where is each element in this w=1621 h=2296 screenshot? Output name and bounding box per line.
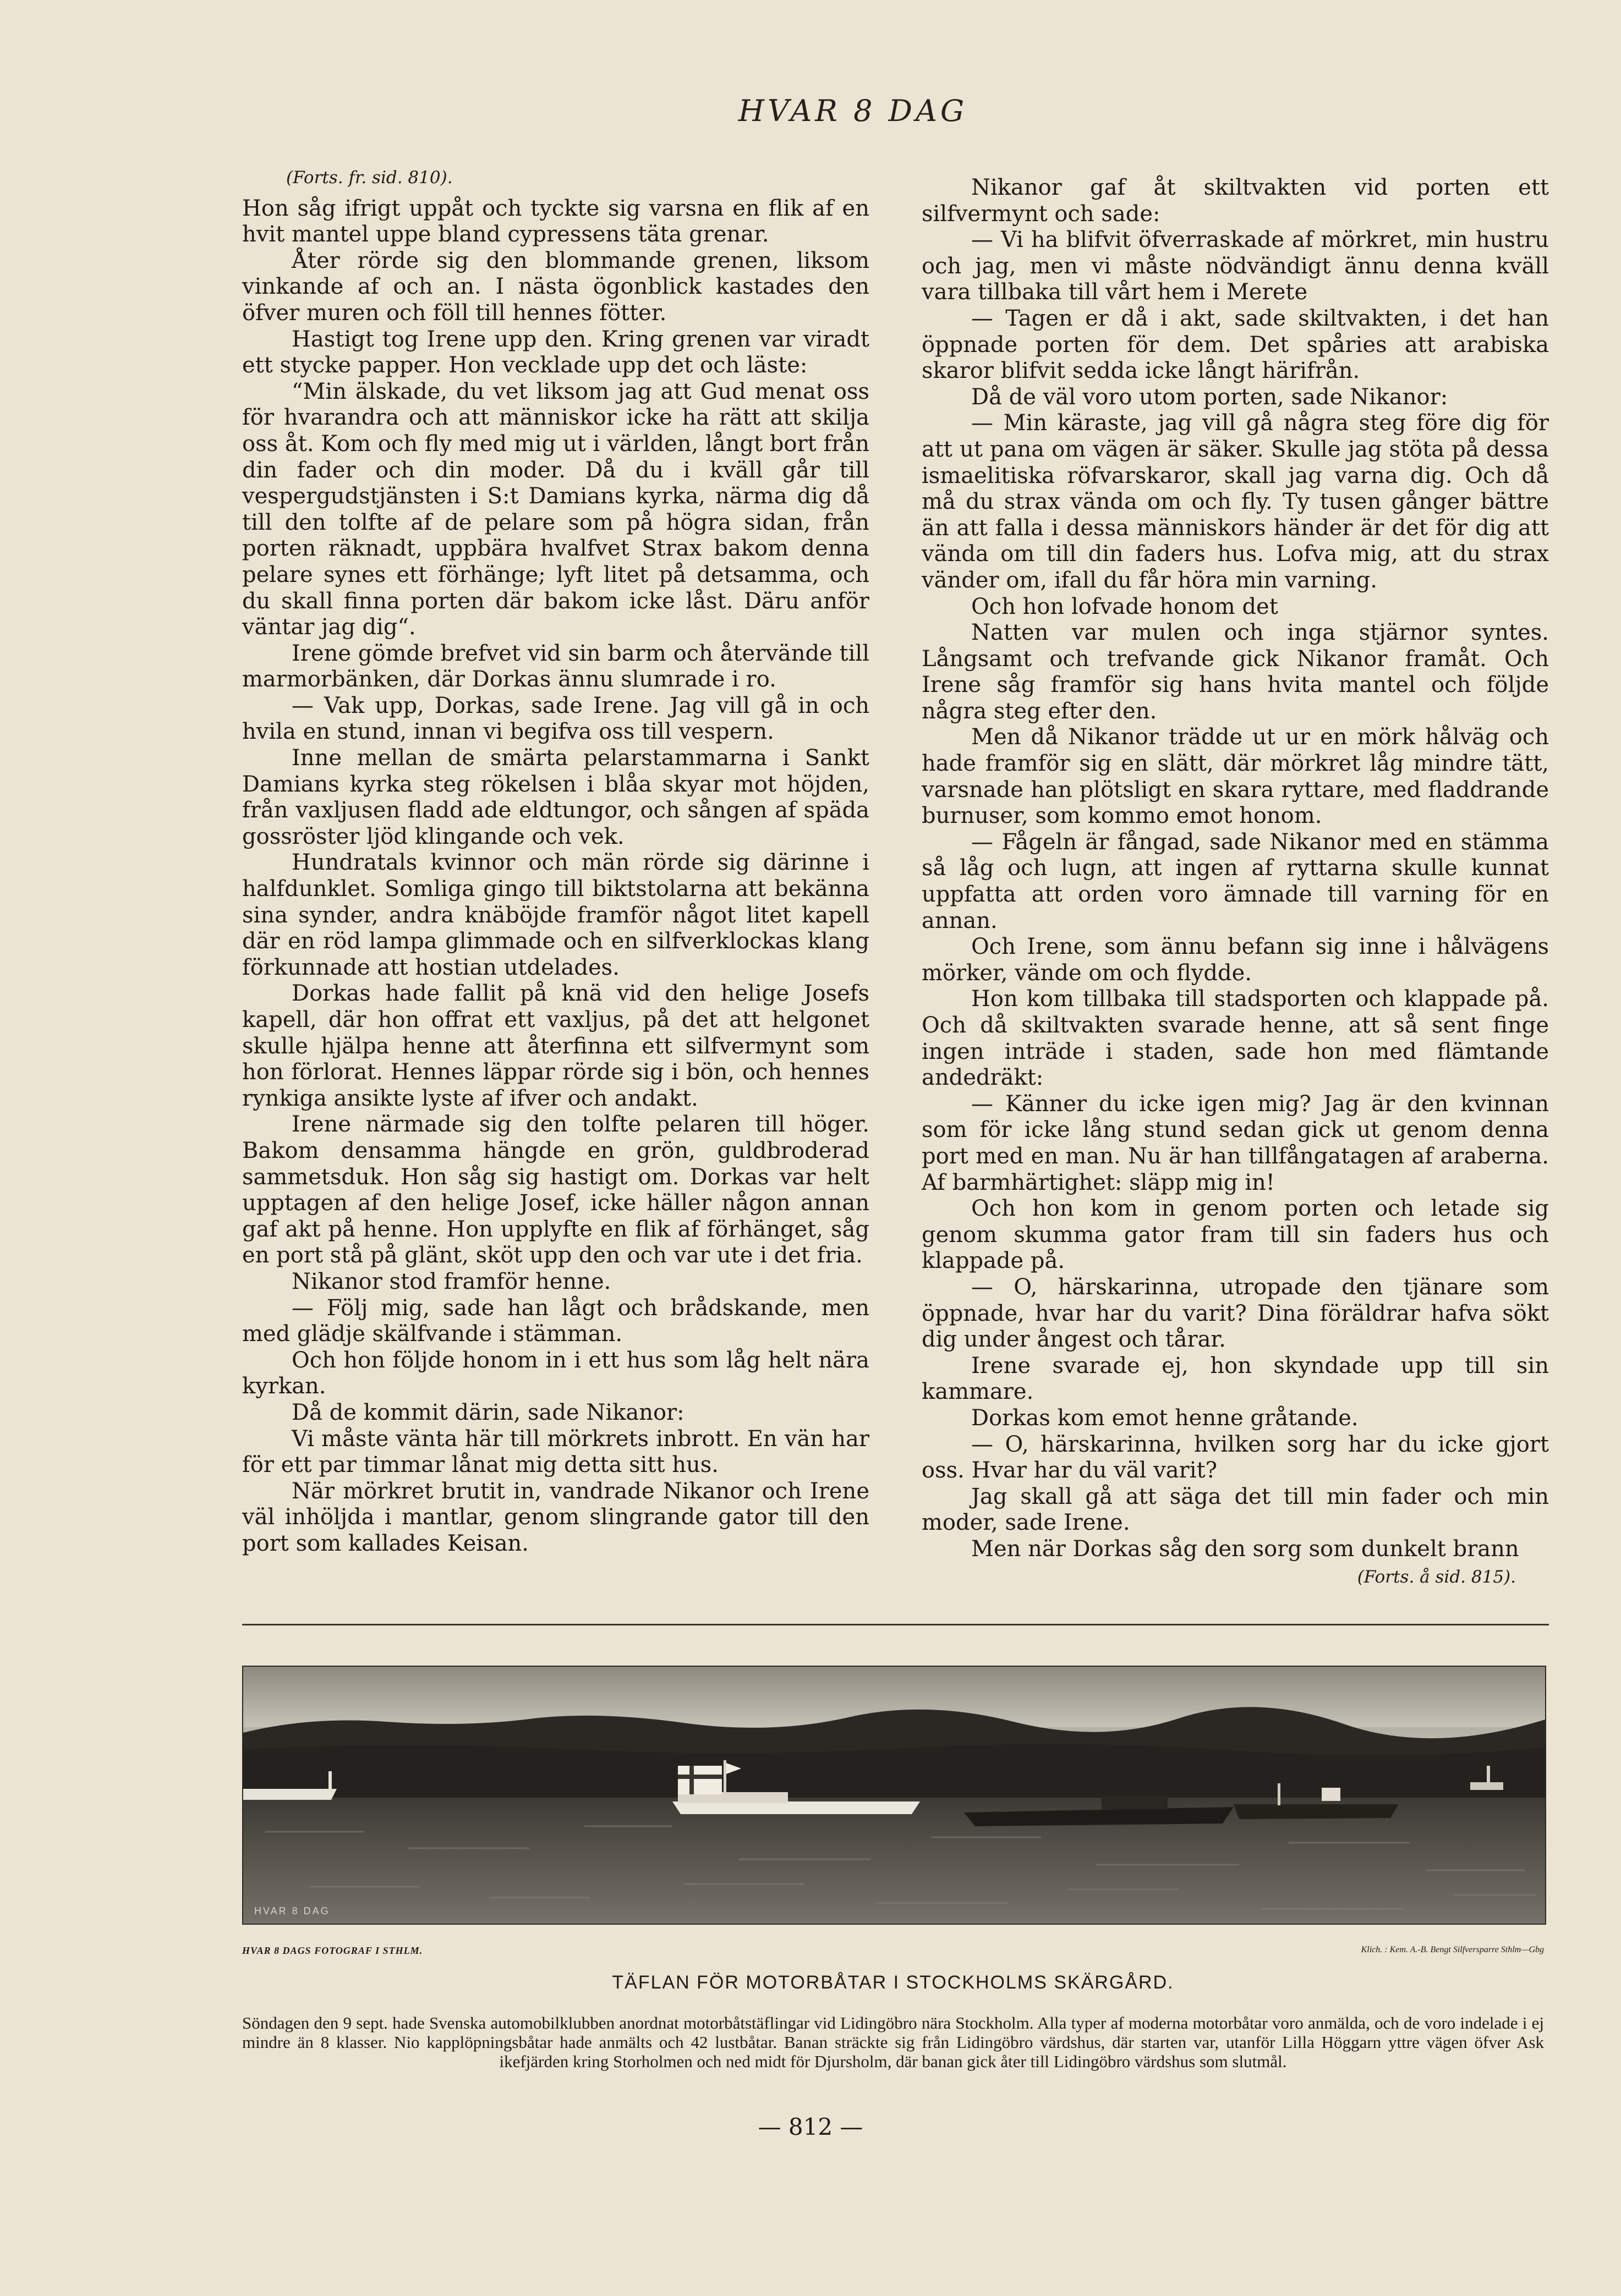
paragraph: Dorkas kom emot henne gråtande. bbox=[971, 1405, 1359, 1431]
paragraph: Nikanor gaf åt skiltvakten vid porten ett silfvermynt och sade: bbox=[922, 175, 1549, 227]
paragraph: Inne mellan de smärta pelarstammarna i Sankt Damians kyrka steg rökelsen i blåa skyar mot höjden, från vaxljusen fladd ade eldtungor, och sången af späda gossröster ljöd klingande och vek. bbox=[242, 745, 869, 849]
article-left-column bbox=[242, 165, 869, 1557]
paragraph: — Vak upp, Dorkas, sade Irene. Jag vill gå in och hvila en stund, innan vi begifva oss till vespern. bbox=[242, 693, 869, 745]
article-right-column bbox=[922, 175, 1549, 1591]
paragraph: Hon såg ifrigt uppåt och tyckte sig varsna en flik af en hvit mantel uppe bland cypressens täta grenar. bbox=[242, 195, 869, 248]
paragraph: Men när Dorkas såg den sorg som dunkelt brann bbox=[971, 1536, 1519, 1562]
paragraph: Och hon lofvade honom det bbox=[971, 594, 1278, 619]
paragraph: — Tagen er då i akt, sade skiltvakten, i det han öppnade porten för dem. Det spåries att arabiska skaror blifvit sedda icke långt härifrån. bbox=[922, 305, 1549, 384]
photo-watermark: HVAR 8 DAG bbox=[254, 1905, 330, 1916]
photo-credit-engraver: Klich. : Kem. A.-B. Bengt Silfversparre Sthlm—Gbg bbox=[1361, 1945, 1544, 1954]
paragraph: Nikanor stod framför henne. bbox=[292, 1268, 611, 1294]
paragraph: Och Irene, som ännu befann sig inne i hålvägens mörker, vände om och flydde. bbox=[922, 934, 1549, 986]
continued-from-note: (Forts. fr. sid. 810). bbox=[286, 168, 453, 188]
paragraph: Hon kom tillbaka till stadsporten och klappade på. Och då skiltvakten svarade henne, att så sent finge ingen inträde i staden, sade hon med flämtande andedräkt: bbox=[922, 986, 1549, 1091]
paragraph: — Min käraste, jag vill gå några steg före dig för att ut pana om vägen är säker. Skulle jag stöta på dessa ismaelitiska röfvarskaror, skall jag varna dig. Och då må du strax vända om och fly. Ty tusen gånger bättre än att falla i dessa människors händer är det för dig att vända om till din faders hus. Lofva mig, att du strax vänder om, ifall du får höra min varning. bbox=[922, 410, 1549, 593]
paragraph: Dorkas hade fallit på knä vid den helige Josefs kapell, där hon offrat ett vaxljus, på det att helgonet skulle hjälpa henne att återfinna ett silfvermynt som hon förlorat. Hennes läppar rörde sig i bön, och hennes rynkiga ansikte lyste af ifver och andakt. bbox=[242, 981, 869, 1111]
paragraph: Jag skall gå att säga det till min fader och min moder, sade Irene. bbox=[922, 1484, 1549, 1536]
paragraph: Då de väl voro utom porten, sade Nikanor: bbox=[971, 384, 1448, 410]
paragraph: Irene svarade ej, hon skyndade upp till sin kammare. bbox=[922, 1353, 1549, 1405]
paragraph: — Känner du icke igen mig? Jag är den kvinnan som för icke lång stund sedan gick ut genom denna port med en man. Nu är han tillfångatagen af araberna. Af barmhärtighet: släpp mig in! bbox=[922, 1091, 1549, 1195]
photo-caption-title: TÄFLAN FÖR MOTORBÅTAR I STOCKHOLMS SKÄRGÅRD. bbox=[612, 1972, 1174, 1993]
paragraph: — Vi ha blifvit öfverraskade af mörkret, min hustru och jag, men vi måste nödvändigt ännu denna kväll vara tillbaka till vårt hem i Merete bbox=[922, 227, 1549, 305]
paragraph: “Min älskade, du vet liksom jag att Gud menat oss för hvarandra och att människor icke ha rätt att skilja oss åt. Kom och fly med mig ut i världen, långt bort från din fader och din moder. Då du i kväll går till vespergudstjänsten i S:t Damians kyrka, närma dig då till den tolfte af de pelare som på högra sidan, från porten räknadt, uppbära hvalfvet Strax bakom denna pelare synes ett förhänge; lyft litet på detsamma, och du skall finna porten där bakom icke låst. Däru anför väntar jag dig“. bbox=[242, 378, 869, 640]
photo-credit-photographer: HVAR 8 DAGS FOTOGRAF I STHLM. bbox=[242, 1945, 423, 1956]
paragraph: Irene gömde brefvet vid sin barm och återvände till marmorbänken, där Dorkas ännu slumrade i ro. bbox=[242, 640, 869, 693]
paragraph: När mörkret brutit in, vandrade Nikanor och Irene väl inhöljda i mantlar, genom slingrande gator till den port som kallades Keisan. bbox=[242, 1478, 869, 1556]
motorboat-race-photo bbox=[242, 1666, 1546, 1925]
paragraph: Vi måste vänta här till mörkrets inbrott. En vän har för ett par timmar lånat mig detta sitt hus. bbox=[242, 1426, 869, 1478]
masthead: HVAR 8 DAG bbox=[738, 94, 968, 128]
section-divider bbox=[242, 1624, 1549, 1625]
page-number: — 812 — bbox=[758, 2113, 863, 2140]
paragraph: Hundratals kvinnor och män rörde sig därinne i halfdunklet. Somliga gingo till biktstolarna att bekänna sina synder, andra knäböjde framför något litet kapell där en röd lampa glimmade och en silfverklockas klang förkunnade att hostian utdelades. bbox=[242, 850, 869, 980]
paragraph: Och hon kom in genom porten och letade sig genom skumma gator fram till sin faders hus och klappade på. bbox=[922, 1196, 1549, 1274]
paragraph: — O, härskarinna, utropade den tjänare som öppnade, hvar har du varit? Dina föräldrar hafva sökt dig under ångest och tårar. bbox=[922, 1274, 1549, 1353]
photo-caption-text: Söndagen den 9 sept. hade Svenska automobilklubben anordnat motorbåtstäflingar vid Lidingöbro nära Stockholm. Alla typer af moderna motorbåtar voro anmälda, och de voro indelade i ej mindre än 8 klasser. Nio kapplöpningsbåtar hade anmälts och 42 lustbåtar. Banan sträckte sig från Lidingöbro värdshus, där starten var, utanför Lilla Höggarn yttre vägen öfver Ask ikefjärden kring Storholmen och ned midt för Djursholm, där banan gick åter till Lidingöbro värdshus som slutmål. bbox=[242, 2013, 1544, 2071]
paragraph: Irene närmade sig den tolfte pelaren till höger. Bakom densamma hängde en grön, guldbroderad sammetsduk. Hon såg sig hastigt om. Dorkas var helt upptagen af den helige Josef, icke häller någon annan gaf akt på henne. Hon upplyfte en flik af förhänget, såg en port stå på glänt, sköt upp den och var ute i det fria. bbox=[242, 1112, 869, 1268]
paragraph: Då de kommit därin, sade Nikanor: bbox=[292, 1399, 684, 1425]
paragraph: — Fågeln är fångad, sade Nikanor med en stämma så låg och lugn, att ingen af ryttarna skulle kunnat uppfatta att orden voro ämnade till varning för en annan. bbox=[922, 829, 1549, 933]
paragraph: Och hon följde honom in i ett hus som låg helt nära kyrkan. bbox=[242, 1347, 869, 1399]
paragraph: Hastigt tog Irene upp den. Kring grenen var viradt ett stycke papper. Hon vecklade upp det och läste: bbox=[242, 326, 869, 378]
continued-on-note: (Forts. å sid. 815). bbox=[1357, 1567, 1516, 1588]
paragraph: — Följ mig, sade han lågt och brådskande, men med glädje skälfvande i stämman. bbox=[242, 1295, 869, 1347]
paragraph: Natten var mulen och inga stjärnor syntes. Långsamt och trefvande gick Nikanor framåt. Och Irene såg framför sig hans hvita mantel och följde några steg efter den. bbox=[922, 620, 1549, 724]
paragraph: Åter rörde sig den blommande grenen, liksom vinkande af och an. I nästa ögonblick kastades den öfver muren och föll till hennes fötter. bbox=[242, 248, 869, 326]
paragraph: Men då Nikanor trädde ut ur en mörk hålväg och hade framför sig en slätt, där mörkret låg mindre tätt, varsnade han plötsligt en skara ryttare, med fladdrande burnuser, som kommo emot honom. bbox=[922, 724, 1549, 829]
photo-illustration bbox=[243, 1667, 1545, 1924]
paragraph: — O, härskarinna, hvilken sorg har du icke gjort oss. Hvar har du väl varit? bbox=[922, 1431, 1549, 1484]
